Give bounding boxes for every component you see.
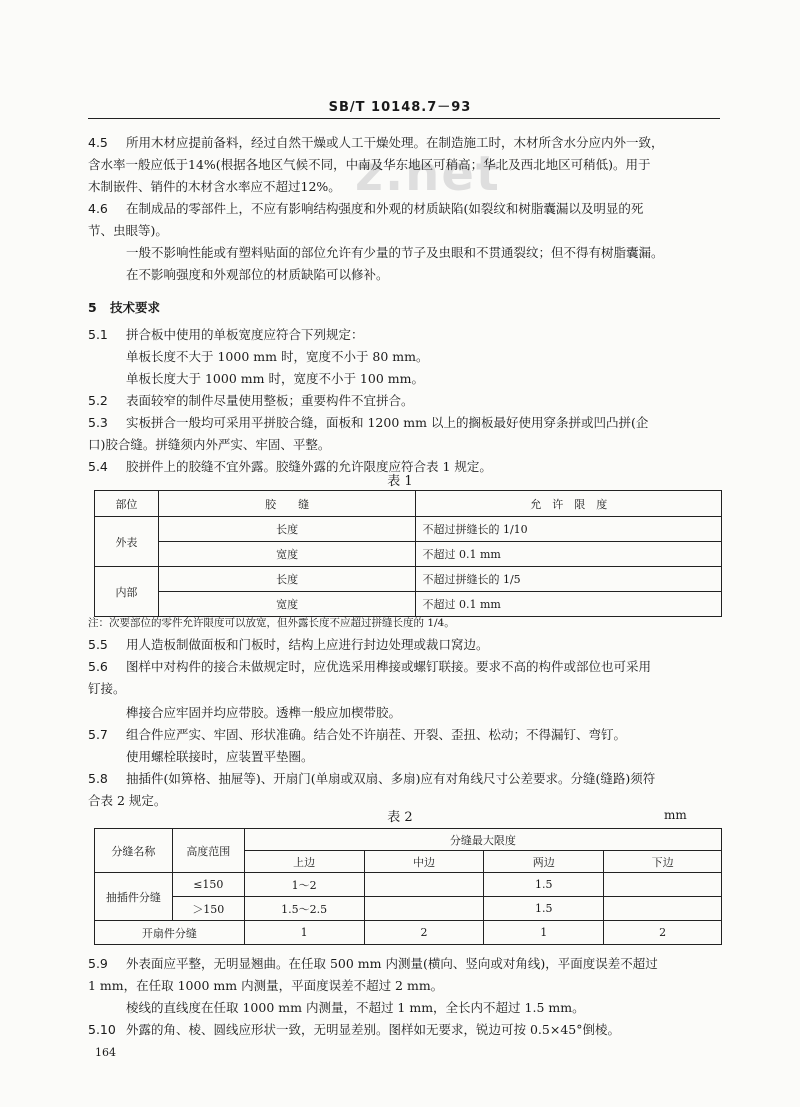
clause-text: 外露的角、棱、圆线应形状一致，无明显差别。图样如无要求，锐边可按 0.5×45°倒棱。 (126, 1022, 620, 1037)
clause-text: 组合件应严实、牢固、形状准确。结合处不许崩茬、开裂、歪扭、松动；不得漏钉、弯钉。 (126, 727, 627, 742)
clause-4-6-line-1 (88, 198, 720, 220)
header-bottom: 下边 (604, 851, 722, 873)
clause-number: 5.10 (88, 1022, 116, 1037)
limit-cell: 不超过 0.1 mm (416, 542, 722, 567)
clause-5-1-line-1 (88, 324, 720, 346)
header-limit: 允 许 限 度 (416, 491, 722, 517)
value-cell: 1.5～2.5 (244, 897, 364, 921)
value-cell: 2 (604, 921, 722, 945)
clause-4-6-line-2: 节、虫眼等)。 (88, 223, 168, 238)
seam-cell: 长度 (158, 567, 416, 592)
seam-cell: 宽度 (158, 592, 416, 617)
clause-5-1-line-2: 单板长度不大于 1000 mm 时，宽度不小于 80 mm。 (126, 349, 429, 364)
header-seam: 胶 缝 (158, 491, 416, 517)
table-header-row (95, 491, 722, 517)
clause-text: 外表面应平整，无明显翘曲。在任取 500 mm 内测量(横向、竖向或对角线)，平面度误差不超过 (126, 956, 658, 971)
clause-5-9-line-3: 棱线的直线度在任取 1000 mm 内测量，不超过 1 mm，全长内不超过 1.5 mm。 (126, 1000, 585, 1015)
clause-5-7-line-1 (88, 724, 720, 746)
table-1-caption: 表 1 (387, 474, 413, 489)
clause-text: 抽插件(如箅格、抽屉等)、开扇门(单扇或双扇、多扇)应有对角线尺寸公差要求。分缝(缝路)须符 (126, 771, 656, 786)
table-row (95, 897, 722, 921)
clause-5-9-line-2: 1 mm，在任取 1000 mm 内测量，平面度误差不超过 2 mm。 (88, 978, 444, 993)
table-row (95, 873, 722, 897)
clause-text: 用人造板制做面板和门板时，结构上应进行封边处理或裁口窝边。 (126, 637, 489, 652)
clause-number: 4.5 (88, 135, 108, 150)
clause-5-3-line-1 (88, 412, 720, 434)
table-2 (94, 828, 722, 945)
clause-5-5 (88, 634, 720, 656)
table-row (95, 542, 722, 567)
clause-text: 拼合板中使用的单板宽度应符合下列规定： (126, 327, 364, 342)
value-cell: 1.5 (484, 873, 604, 897)
clause-5-3-line-2: 口)胶合缝。拼缝须内外严实、牢固、平整。 (88, 437, 331, 452)
clause-5-9-line-1 (88, 953, 720, 975)
table-row (95, 592, 722, 617)
page-number: 164 (95, 1046, 116, 1059)
limit-cell: 不超过拼缝长的 1/10 (416, 517, 722, 542)
clause-5-8-line-1 (88, 768, 720, 790)
value-cell (364, 897, 484, 921)
value-cell (604, 873, 722, 897)
clause-text: 实板拼合一般均可采用平拼胶合缝，面板和 1200 mm 以上的搁板最好使用穿条拼或凹凸拼(企 (126, 415, 649, 430)
clause-number: 5.5 (88, 637, 108, 652)
clause-5-1-line-3: 单板长度大于 1000 mm 时，宽度不小于 100 mm。 (126, 371, 424, 386)
clause-number: 5.7 (88, 727, 108, 742)
clause-5-6-line-2: 钉接。 (88, 681, 126, 696)
seam-name-cell: 抽插件分缝 (95, 873, 173, 921)
clause-number: 4.6 (88, 201, 108, 216)
header-rule (88, 118, 720, 119)
value-cell: 1.5 (484, 897, 604, 921)
value-cell: 1～2 (244, 873, 364, 897)
document-header: SB/T 10148.7－93 (328, 100, 472, 115)
clause-text: 表面较窄的制件尽量使用整板；重要构件不宜拼合。 (126, 393, 414, 408)
header-both-sides: 两边 (484, 851, 604, 873)
range-cell: ≤150 (172, 873, 244, 897)
clause-4-5-line-1 (88, 132, 720, 154)
value-cell (604, 897, 722, 921)
table-1 (94, 490, 722, 617)
value-cell: 1 (484, 921, 604, 945)
clause-5-10 (88, 1019, 720, 1041)
clause-4-5-line-2: 含水率一般应低于14%(根据各地区气候不同，中南及华东地区可稍高；华北及西北地区可稍低)。用于 (88, 157, 651, 172)
clause-4-6-line-3: 一般不影响性能或有塑料贴面的部位允许有少量的节子及虫眼和不贯通裂纹；但不得有树脂囊漏。 (126, 245, 664, 260)
watermark: z.net (355, 146, 501, 202)
value-cell: 1 (244, 921, 364, 945)
seam-cell: 长度 (158, 517, 416, 542)
clause-number: 5.6 (88, 659, 108, 674)
table-2-caption: 表 2 (387, 810, 413, 825)
header-top: 上边 (244, 851, 364, 873)
part-cell: 内部 (95, 567, 159, 617)
header-max-gap: 分缝最大限度 (244, 829, 721, 851)
section-5-heading (88, 297, 720, 319)
seam-cell: 宽度 (158, 542, 416, 567)
section-number: 5 (88, 300, 97, 315)
clause-number: 5.1 (88, 327, 108, 342)
value-cell: 2 (364, 921, 484, 945)
clause-text: 所用木材应提前备料，经过自然干燥或人工干燥处理。在制造施工时，木材所含水分应内外一致， (126, 135, 664, 150)
clause-5-6-line-3: 榫接合应牢固并均应带胶。透榫一般应加楔带胶。 (126, 705, 402, 720)
value-cell (364, 873, 484, 897)
header-middle: 中边 (364, 851, 484, 873)
table-row (95, 517, 722, 542)
clause-number: 5.2 (88, 393, 108, 408)
table-1-note: 注：次要部位的零件允许限度可以放宽，但外露长度不应超过拼缝长度的 1/4。 (88, 617, 455, 629)
clause-5-7-line-2: 使用螺栓联接时，应装置平垫圈。 (126, 749, 314, 764)
table-2-unit: mm (664, 808, 687, 822)
section-title: 技术要求 (110, 300, 161, 315)
clause-text: 胶拼件上的胶缝不宜外露。胶缝外露的允许限度应符合表 1 规定。 (126, 459, 492, 474)
clause-text: 图样中对构件的接合未做规定时，应优选采用榫接或螺钉联接。要求不高的构件或部位也可采用 (126, 659, 652, 674)
header-part: 部位 (95, 491, 159, 517)
header-height-range: 高度范围 (172, 829, 244, 873)
table-header-row (95, 829, 722, 851)
clause-4-5-line-3: 木制嵌件、销件的木材含水率应不超过12%。 (88, 179, 341, 194)
limit-cell: 不超过 0.1 mm (416, 592, 722, 617)
clause-number: 5.3 (88, 415, 108, 430)
seam-name-cell: 开扇件分缝 (95, 921, 245, 945)
clause-number: 5.4 (88, 459, 108, 474)
table-row (95, 567, 722, 592)
limit-cell: 不超过拼缝长的 1/5 (416, 567, 722, 592)
clause-5-2 (88, 390, 720, 412)
clause-5-6-line-1 (88, 656, 720, 678)
table-row (95, 921, 722, 945)
part-cell: 外表 (95, 517, 159, 567)
clause-5-8-line-2: 合表 2 规定。 (88, 793, 167, 808)
clause-number: 5.8 (88, 771, 108, 786)
range-cell: ＞150 (172, 897, 244, 921)
header-seam-name: 分缝名称 (95, 829, 173, 873)
clause-4-6-line-4: 在不影响强度和外观部位的材质缺陷可以修补。 (126, 267, 389, 282)
clause-number: 5.9 (88, 956, 108, 971)
clause-text: 在制成品的零部件上，不应有影响结构强度和外观的材质缺陷(如裂纹和树脂囊漏以及明显的死 (126, 201, 644, 216)
